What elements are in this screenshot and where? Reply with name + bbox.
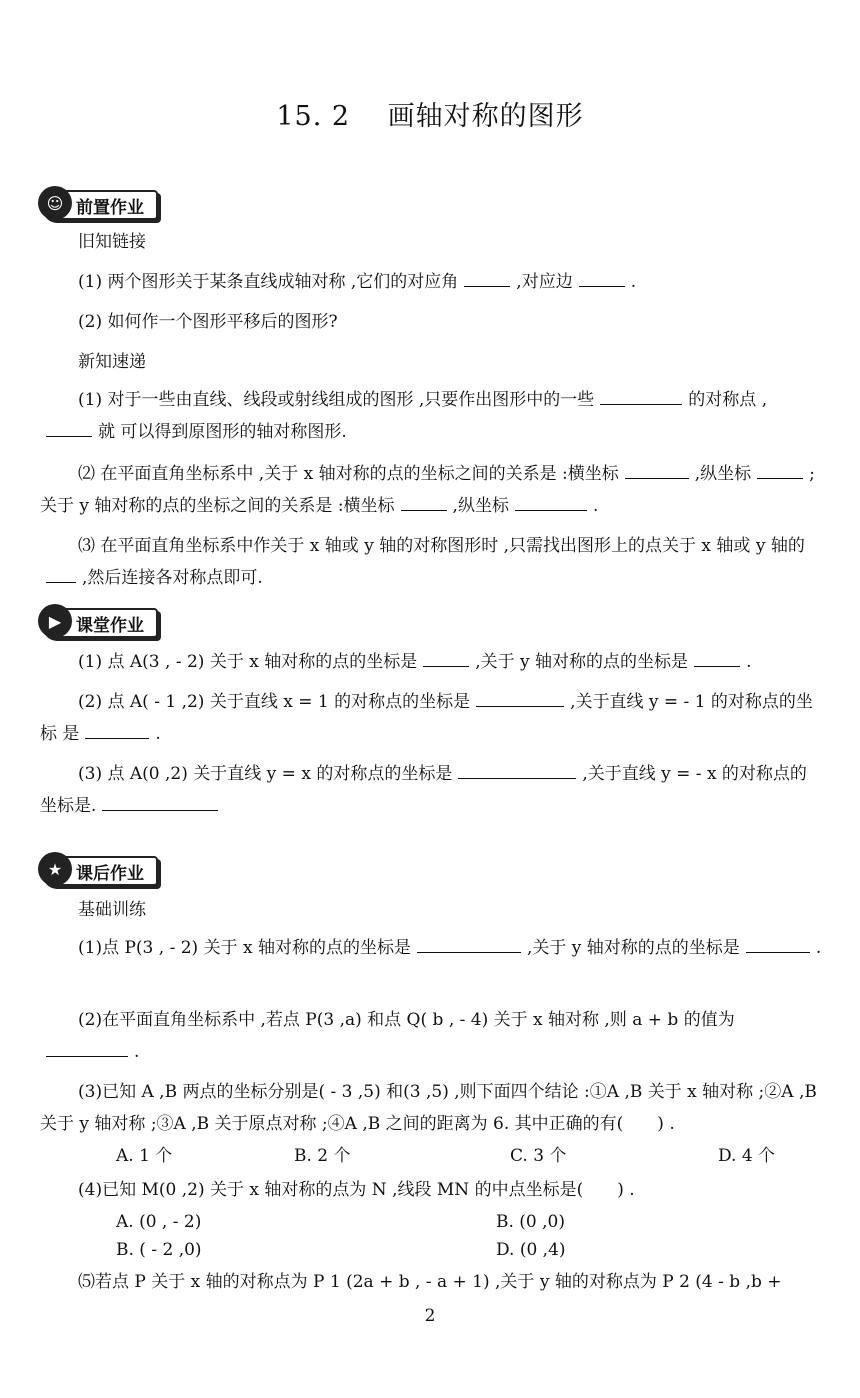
after-q3: (3)已知 A ,B 两点的坐标分别是( - 3 ,5) 和(3 ,5) ,则下面四个结论 :①A ,B 关于 x 轴对称 ;②A ,B 关于 y 轴对称 ;③A ,B 关于原点对称 ;④A ,B 之间的距离为 6. 其中正确的有( ) . <box>40 1082 817 1134</box>
after-q1: (1)点 P(3 , - 2) 关于 x 轴对称的点的坐标是 ,关于 y 轴对称的点的坐标是 . <box>40 932 823 964</box>
option-q3-a[interactable]: A. 1 个 <box>116 1146 173 1166</box>
answer-blank[interactable] <box>46 1038 128 1057</box>
option-q4-c[interactable]: B. ( - 2 ,0) <box>116 1240 202 1260</box>
section-badge <box>40 856 158 886</box>
section-badge <box>40 608 158 638</box>
after-q4: (4)已知 M(0 ,2) 关于 x 轴对称的点为 N ,线段 MN 的中点坐标是( ) . <box>78 1180 635 1200</box>
answer-blank[interactable] <box>46 564 76 583</box>
pre-old-q1: (1) 两个图形关于某条直线成轴对称 ,它们的对应角 ,对应边 . <box>78 266 823 298</box>
section-title-class: 课堂作业 <box>76 615 144 636</box>
section-title-after: 课后作业 <box>76 863 144 884</box>
answer-blank[interactable] <box>423 648 469 667</box>
option-q4-a[interactable]: A. (0 , - 2) <box>116 1212 202 1232</box>
pre-new-q1: (1) 对于一些由直线、线段或射线组成的图形 ,只要作出图形中的一些 的对称点 ,就 可以得到原图形的轴对称图形. <box>40 384 823 448</box>
runner-icon: ★ <box>38 852 72 886</box>
option-q3-c[interactable]: C. 3 个 <box>510 1146 567 1166</box>
basic-training-heading: 基础训练 <box>78 900 146 920</box>
answer-blank[interactable] <box>600 386 682 405</box>
answer-blank[interactable] <box>625 460 689 479</box>
answer-blank[interactable] <box>464 268 510 287</box>
section-title-pre: 前置作业 <box>76 197 144 218</box>
answer-blank[interactable] <box>515 492 587 511</box>
section-pre-header <box>40 188 158 222</box>
pre-new-q3: ⑶ 在平面直角坐标系中作关于 x 轴或 y 轴的对称图形时 ,只需找出图形上的点关于 x 轴或 y 轴的,然后连接各对称点即可. <box>40 530 823 594</box>
option-q4-b[interactable]: B. (0 ,0) <box>496 1212 566 1232</box>
class-q1: (1) 点 A(3 , - 2) 关于 x 轴对称的点的坐标是 ,关于 y 轴对称的点的坐标是 . <box>78 646 823 678</box>
class-q2: (2) 点 A( - 1 ,2) 关于直线 x = 1 的对称点的坐标是 ,关于直线 y = - 1 的对称点的坐标 是 . <box>40 686 823 750</box>
answer-blank[interactable] <box>102 792 218 811</box>
pre-new-q2: ⑵ 在平面直角坐标系中 ,关于 x 轴对称的点的坐标之间的关系是 :横坐标 ,纵坐标 ;关于 y 轴对称的点的坐标之间的关系是 :横坐标 ,纵坐标 . <box>40 458 823 522</box>
answer-blank[interactable] <box>746 934 810 953</box>
answer-blank[interactable] <box>85 720 149 739</box>
old-knowledge-heading: 旧知链接 <box>78 232 146 252</box>
play-arrow-icon: ▶ <box>38 604 72 638</box>
pre-old-q2: (2) 如何作一个图形平移后的图形? <box>78 312 338 332</box>
answer-blank[interactable] <box>476 688 564 707</box>
answer-blank[interactable] <box>401 492 447 511</box>
page-title: 15. 2 画轴对称的图形 <box>276 101 584 132</box>
answer-blank[interactable] <box>46 418 92 437</box>
class-q3: (3) 点 A(0 ,2) 关于直线 y = x 的对称点的坐标是 ,关于直线 y = - x 的对称点的坐标是. <box>40 758 823 822</box>
smile-face-icon: ☺ <box>38 186 72 220</box>
option-q3-b[interactable]: B. 2 个 <box>294 1146 351 1166</box>
option-q4-d[interactable]: D. (0 ,4) <box>496 1240 566 1260</box>
answer-blank[interactable] <box>579 268 625 287</box>
section-class-header <box>40 606 158 640</box>
after-q2: (2)在平面直角坐标系中 ,若点 P(3 ,a) 和点 Q( b , - 4) 关于 x 轴对称 ,则 a + b 的值为. <box>40 1004 823 1068</box>
answer-blank[interactable] <box>458 760 576 779</box>
new-knowledge-heading: 新知速递 <box>78 352 146 372</box>
answer-blank[interactable] <box>417 934 521 953</box>
answer-blank[interactable] <box>694 648 740 667</box>
page-number: 2 <box>424 1306 436 1326</box>
section-after-header <box>40 854 158 888</box>
after-q5: ⑸若点 P 关于 x 轴的对称点为 P 1 (2a + b , - a + 1) ,关于 y 轴的对称点为 P 2 (4 - b ,b + <box>78 1272 782 1292</box>
option-q3-d[interactable]: D. 4 个 <box>718 1146 776 1166</box>
answer-blank[interactable] <box>757 460 803 479</box>
section-badge <box>40 190 158 220</box>
